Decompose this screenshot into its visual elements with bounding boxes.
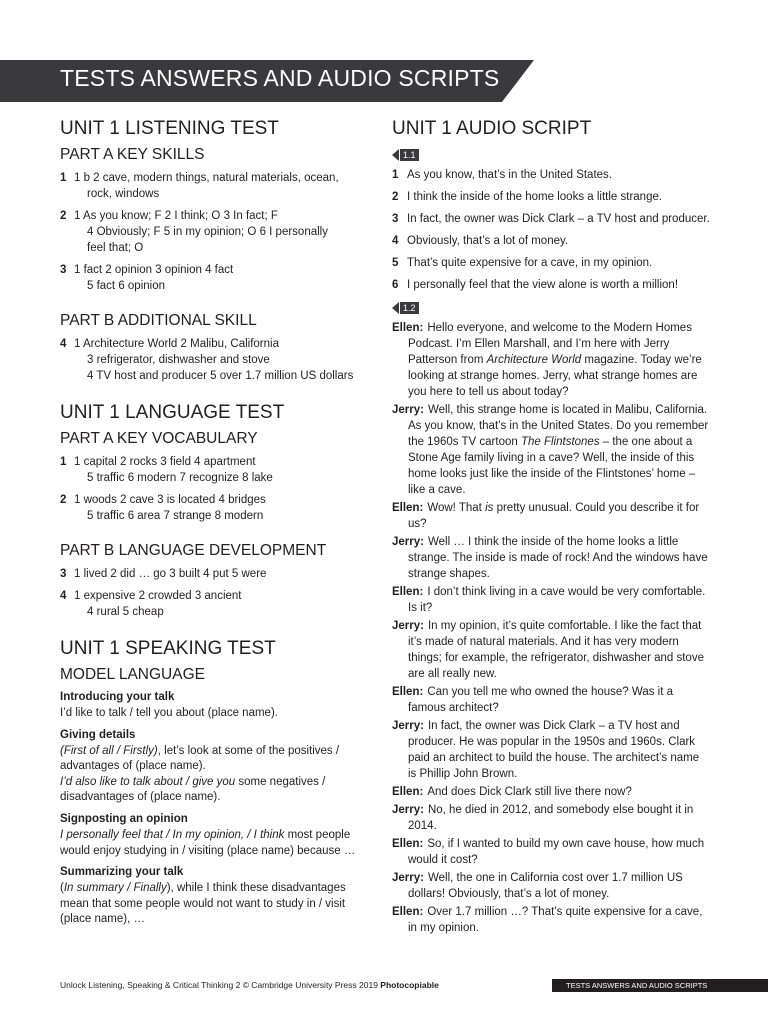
answer-item [60,170,376,202]
dialogue-turn: Jerry: Well, this strange home is located in Malibu, California. As you know, that’s in the United States. Do you remember the 1960s TV cartoon The Flintstones – the one about a Stone Age family living in a cave? Well, the inside of this home looks just like the inside of the Flintstones’ home – like a cave. [392,404,709,496]
line-number: 1 [392,169,399,181]
listening-test-heading: UNIT 1 LISTENING TEST [60,118,279,139]
speaker-name: Jerry: [392,872,424,884]
dialogue-turn: Jerry: Well, the one in California cost over 1.7 million US dollars! Obviously, that’s a lot of money. [392,872,683,900]
answer-line: 1 b 2 cave, modern things, natural materials, ocean, [74,172,339,184]
track-number: 1.1 [400,149,419,161]
speaker-name: Ellen: [392,686,424,698]
answer-group [60,566,376,620]
signposting-opinion-heading: Signposting an opinion [60,812,188,825]
question-number: 3 [60,568,67,580]
footer-section-label: TESTS ANSWERS AND AUDIO SCRIPTS [552,979,768,992]
answer-line: 1 As you know; F 2 I think; O 3 In fact; F [74,210,278,222]
answer-line: 5 traffic 6 area 7 strange 8 modern [87,510,264,522]
part-b-language-development-heading: PART B LANGUAGE DEVELOPMENT [60,542,327,559]
answer-item [60,588,376,620]
speaker-name: Jerry: [392,804,424,816]
question-number: 3 [60,264,67,276]
line-number: 6 [392,279,399,291]
script-line [392,233,710,249]
question-number: 4 [60,590,67,602]
line-number: 2 [392,191,399,203]
line-number: 3 [392,213,399,225]
dialogue [392,320,710,936]
page-title: TESTS ANSWERS AND AUDIO SCRIPTS [60,65,500,91]
line-text: Obviously, that’s a lot of money. [407,235,569,247]
speaking-test-heading: UNIT 1 SPEAKING TEST [60,638,276,659]
track-number: 1.2 [400,302,419,314]
speaker-name: Jerry: [392,720,424,732]
answer-line: feel that; O [87,242,144,254]
speaker-name: Ellen: [392,838,424,850]
right-column [392,118,710,938]
answer-item [60,262,376,294]
speaker-name: Jerry: [392,620,424,632]
answer-line: 1 fact 2 opinion 3 opinion 4 fact [74,264,234,276]
dialogue-turn: Jerry: In fact, the owner was Dick Clark – a TV host and producer. He was popular in the 1950s and 1960s. Clark paid an architect to build the house. The architect’s name is Phillip John Brown. [392,720,700,780]
answer-item [60,566,376,582]
answer-item [60,208,376,256]
left-column [60,118,376,934]
giving-details-text-1: (First of all / Firstly), let’s look at some of the positives / advantages of (place name). I’d also like to talk about / give you some negatives / disadvantages of (place name). [60,744,340,804]
dialogue-turn: Jerry: In my opinion, it’s quite comfortable. I like the fact that it’s made of natural materials. And it has very modern things; for example, the refrigerator, dishwasher and stove are all really new. [392,620,704,680]
part-a-key-vocabulary-heading: PART A KEY VOCABULARY [60,430,258,447]
dialogue-turn: Ellen: So, if I wanted to build my own cave house, how much would it cost? [392,838,705,866]
line-text: I think the inside of the home looks a little strange. [407,191,663,203]
answer-line: 3 refrigerator, dishwasher and stove [87,354,270,366]
answer-line: 1 expensive 2 crowded 3 ancient [74,590,242,602]
speaker-name: Jerry: [392,536,424,548]
dialogue-turn: Ellen: Can you tell me who owned the house? Was it a famous architect? [392,686,673,714]
script-line [392,189,710,205]
script-line [392,211,710,227]
dialogue-turn: Ellen: Hello everyone, and welcome to the Modern Homes Podcast. I’m Ellen Marshall, and I’m here with Jerry Patterson from Architecture World magazine. Today we’re looking at strange homes. Jerry, what strange homes are you here to tell us about today? [392,322,702,398]
part-a-key-skills-heading: PART A KEY SKILLS [60,146,205,163]
signposting-opinion-text: I personally feel that / In my opinion, / I think most people would enjoy studying in / visiting (place name) because … [60,828,356,857]
answer-line: 4 Obviously; F 5 in my opinion; O 6 I personally [87,226,328,238]
line-number: 4 [392,235,399,247]
answer-line: 1 lived 2 did … go 3 built 4 put 5 were [74,568,267,580]
speaker-icon [392,149,399,161]
dialogue-turn: Jerry: Well … I think the inside of the home looks a little strange. The inside is made of rock! And the windows have strange shapes. [392,536,708,580]
answer-item [60,336,376,384]
line-text: That’s quite expensive for a cave, in my opinion. [407,257,653,269]
dialogue-turn: Jerry: No, he died in 2012, and somebody else bought it in 2014. [392,804,694,832]
line-number: 5 [392,257,399,269]
answer-line: 1 woods 2 cave 3 is located 4 bridges [74,494,266,506]
answer-line: 4 rural 5 cheap [87,606,164,618]
question-number: 4 [60,338,67,350]
question-number: 2 [60,210,67,222]
model-language-heading: MODEL LANGUAGE [60,666,205,683]
part-b-additional-skill-heading: PART B ADDITIONAL SKILL [60,312,257,329]
giving-details-heading: Giving details [60,728,136,741]
answer-item [60,492,376,524]
script-line [392,167,710,183]
language-test-heading: UNIT 1 LANGUAGE TEST [60,402,285,423]
answer-line: rock, windows [87,188,160,200]
answer-line: 4 TV host and producer 5 over 1.7 million US dollars [87,370,354,382]
speaker-name: Ellen: [392,502,424,514]
dialogue-turn: Ellen: I don’t think living in a cave would be very comfortable. Is it? [392,586,706,614]
answer-line: 5 fact 6 opinion [87,280,166,292]
summarizing-talk-heading: Summarizing your talk [60,866,184,879]
introducing-talk-heading: Introducing your talk [60,691,175,703]
speaker-name: Jerry: [392,404,424,416]
answer-group [60,336,376,384]
speaker-name: Ellen: [392,906,424,918]
script-line [392,277,710,293]
line-text: In fact, the owner was Dick Clark – a TV host and producer. [407,213,710,225]
answer-group [60,170,376,294]
footer-copyright: Unlock Listening, Speaking & Critical Thinking 2 © Cambridge University Press 2019 Photocopiable [60,980,439,990]
audio-track-icon [392,148,419,161]
speaker-name: Ellen: [392,322,424,334]
answer-group [60,454,376,524]
audio-track-icon [392,301,419,314]
dialogue-turn: Ellen: And does Dick Clark still live there now? [392,786,632,798]
speaker-name: Ellen: [392,786,424,798]
introducing-talk-text: I’d like to talk / tell you about (place name). [60,707,278,719]
answer-line: 1 Architecture World 2 Malibu, California [74,338,279,350]
speaker-icon [392,302,399,314]
question-number: 2 [60,494,67,506]
script-lines [392,167,710,293]
speaker-name: Ellen: [392,586,424,598]
script-line [392,255,710,271]
audio-script-heading: UNIT 1 AUDIO SCRIPT [392,118,592,139]
line-text: I personally feel that the view alone is worth a million! [407,279,679,291]
line-text: As you know, that’s in the United States. [407,169,612,181]
dialogue-turn: Ellen: Wow! That is pretty unusual. Could you describe it for us? [392,502,700,530]
dialogue-turn: Ellen: Over 1.7 million …? That’s quite expensive for a cave, in my opinion. [392,906,703,934]
answer-line: 5 traffic 6 modern 7 recognize 8 lake [87,472,273,484]
question-number: 1 [60,456,67,468]
answer-item [60,454,376,486]
summarizing-talk-text: (In summary / Finally), while I think these disadvantages mean that some people would not want to study in / visit (place name), … [60,882,346,926]
answer-line: 1 capital 2 rocks 3 field 4 apartment [74,456,256,468]
question-number: 1 [60,172,67,184]
